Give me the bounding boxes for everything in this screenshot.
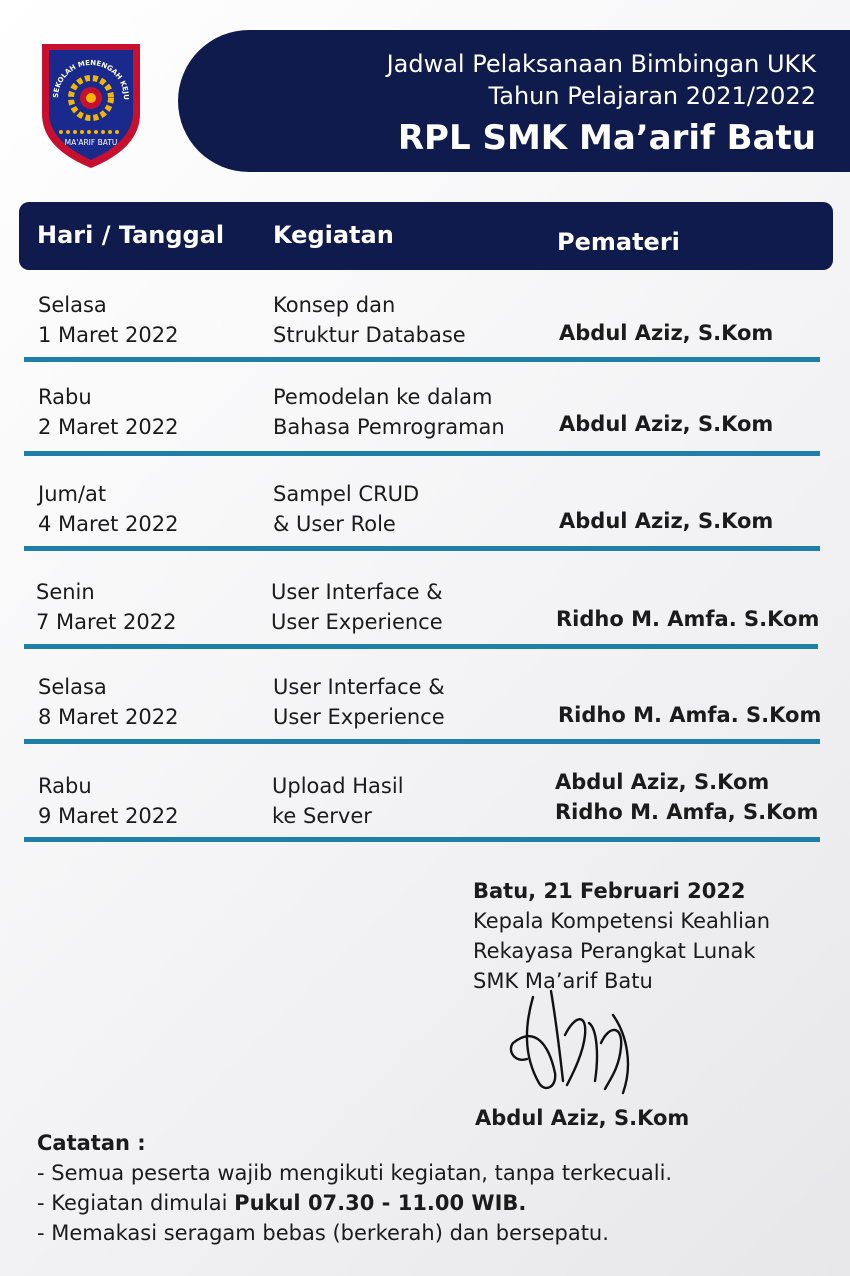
table-row bbox=[0, 577, 850, 667]
table-row bbox=[0, 382, 850, 472]
logo-bottom-text: MA'ARIF BATU bbox=[64, 138, 118, 147]
row-date: Jum/at 4 Maret 2022 bbox=[38, 482, 179, 536]
notes-title: Catatan : bbox=[37, 1131, 146, 1155]
signature-title-line3: SMK Ma’arif Batu bbox=[473, 969, 653, 993]
row-divider bbox=[24, 546, 820, 551]
signature-place-date: Batu, 21 Februari 2022 bbox=[473, 879, 746, 903]
row-activity: Upload Hasil ke Server bbox=[272, 774, 404, 828]
handwritten-signature bbox=[505, 985, 645, 1103]
table-header bbox=[19, 202, 833, 270]
row-divider bbox=[24, 739, 820, 744]
signature-block bbox=[473, 876, 770, 996]
row-activity: User Interface & User Experience bbox=[273, 675, 445, 729]
header-title-main: RPL SMK Ma’arif Batu bbox=[397, 118, 816, 158]
notes-item: - Kegiatan dimulai Pukul 07.30 - 11.00 WIB. bbox=[37, 1191, 527, 1215]
table-row bbox=[0, 290, 850, 380]
header-title-line1: Jadwal Pelaksanaan Bimbingan UKK bbox=[386, 50, 816, 78]
row-date: Selasa 8 Maret 2022 bbox=[38, 675, 179, 729]
column-header-activity: Kegiatan bbox=[273, 221, 394, 249]
row-date: Senin 7 Maret 2022 bbox=[36, 580, 177, 634]
signature-title-line2: Rekayasa Perangkat Lunak bbox=[473, 939, 756, 963]
row-activity: Pemodelan ke dalam Bahasa Pemrograman bbox=[273, 385, 505, 439]
row-speaker: Abdul Aziz, S.Kom bbox=[559, 412, 774, 436]
column-header-speaker: Pemateri bbox=[557, 228, 680, 256]
row-activity: Konsep dan Struktur Database bbox=[273, 293, 466, 347]
table-row bbox=[0, 672, 850, 762]
row-activity: Sampel CRUD & User Role bbox=[273, 482, 420, 536]
signature-name: Abdul Aziz, S.Kom bbox=[475, 1106, 690, 1130]
header-banner bbox=[178, 30, 850, 172]
row-date: Rabu 9 Maret 2022 bbox=[38, 774, 179, 828]
notes-item: - Semua peserta wajib mengikuti kegiatan, tanpa terkecuali. bbox=[37, 1161, 673, 1185]
table-row bbox=[0, 479, 850, 569]
row-divider bbox=[24, 837, 820, 842]
row-speaker: Abdul Aziz, S.Kom Ridho M. Amfa, S.Kom bbox=[555, 770, 819, 824]
row-activity: User Interface & User Experience bbox=[271, 580, 443, 634]
header-title-line2: Tahun Pelajaran 2021/2022 bbox=[488, 82, 816, 110]
signature-title-line1: Kepala Kompetensi Keahlian bbox=[473, 909, 771, 933]
notes-item: - Memakasi seragam bebas (berkerah) dan bersepatu. bbox=[37, 1221, 609, 1245]
row-speaker: Ridho M. Amfa. S.Kom bbox=[556, 607, 820, 631]
school-logo bbox=[36, 36, 146, 171]
row-speaker: Abdul Aziz, S.Kom bbox=[559, 321, 774, 345]
column-header-date: Hari / Tanggal bbox=[37, 221, 225, 249]
row-divider bbox=[24, 357, 820, 362]
row-divider bbox=[24, 451, 820, 456]
row-divider bbox=[24, 644, 818, 649]
notes-section bbox=[37, 1128, 672, 1248]
row-date: Rabu 2 Maret 2022 bbox=[38, 385, 179, 439]
logo-ring-text: SEKOLAH MENENGAH KEJU bbox=[51, 58, 131, 100]
row-speaker: Abdul Aziz, S.Kom bbox=[559, 509, 774, 533]
row-date: Selasa 1 Maret 2022 bbox=[38, 293, 179, 347]
table-row bbox=[0, 771, 850, 861]
row-speaker: Ridho M. Amfa. S.Kom bbox=[558, 703, 822, 727]
